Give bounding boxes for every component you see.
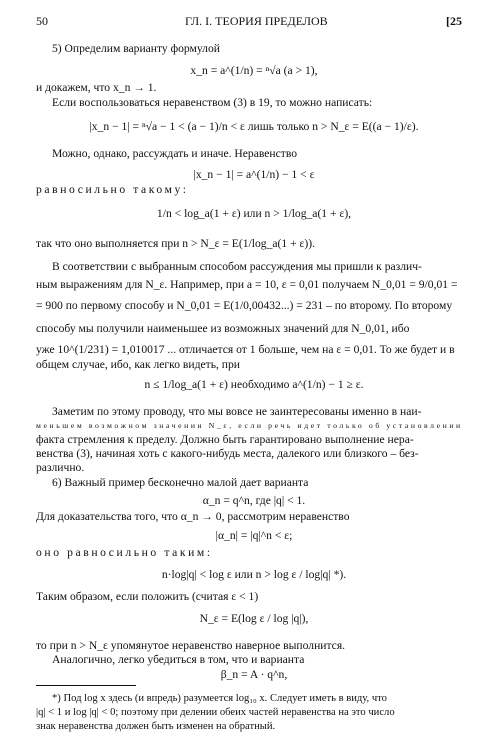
- footnote-rule: [36, 685, 136, 686]
- text-line: оно равносильно таким:: [36, 546, 213, 559]
- text-line: Таким образом, если положить (считая ε < 1): [36, 590, 259, 603]
- text-line: меньшем возможном значении N_ε, если речь идет только об установлении: [36, 421, 463, 430]
- text-line: 6) Важный пример бесконечно малой дает варианта: [52, 476, 309, 489]
- formula-line: α_n = q^n, где |q| < 1.: [202, 494, 306, 507]
- footnote-line: |q| < 1 и log |q| < 0; поэтому при делении обеих частей неравенства на это число: [36, 707, 395, 718]
- text-line: ным выражениям для N_ε. Например, при a = 10, ε = 0,01 получаем N_0,01 = 9/0,01 =: [36, 278, 458, 291]
- formula-line: n ≤ 1/log_a(1 + ε) необходимо a^(1/n) − 1 ≥ ε.: [144, 378, 364, 391]
- text-line: Если воспользоваться неравенством (3) в 19, то можно написать:: [52, 96, 373, 109]
- text-line: Аналогично, легко убедиться в том, что и варианта: [52, 653, 305, 666]
- text-line: равносильно такому:: [36, 183, 189, 196]
- text-line: уже 10^(1/231) = 1,010017 ... отличается от 1 больше, чем на ε = 0,01. То же будет и в: [36, 343, 455, 356]
- text-line: различно.: [36, 461, 85, 474]
- text-line: то при n > N_ε упомянутое неравенство наверное выполнится.: [36, 639, 346, 652]
- text-line: венства (3), начиная хоть с какого-нибудь места, далекого или близкого – без-: [36, 447, 419, 460]
- text-line: Заметим по этому проводу, что мы вовсе не заинтересованы именно в наи-: [52, 405, 422, 418]
- section-number: [25: [446, 14, 462, 28]
- formula-line: |α_n| = |q|^n < ε;: [215, 529, 293, 542]
- running-header: ГЛ. I. ТЕОРИЯ ПРЕДЕЛОВ: [185, 14, 328, 28]
- formula-line: β_n = A · q^n,: [220, 668, 288, 681]
- formula-line: |x_n − 1| = a^(1/n) − 1 < ε: [193, 168, 315, 181]
- formula-line: n·log|q| < log ε или n > log ε / log|q| *).: [161, 568, 347, 581]
- text-line: В соответствии с выбранным способом рассуждения мы пришли к различ-: [52, 260, 422, 273]
- formula-line: N_ε = E(log ε / log |q|),: [199, 612, 309, 625]
- text-line: Можно, однако, рассуждать и иначе. Неравенство: [52, 147, 298, 160]
- text-line: способу мы получили наименьшее из возможных значений для N_0,01, ибо: [36, 322, 410, 335]
- page-number: 50: [36, 14, 48, 28]
- text-line: = 900 по первому способу и N_0,01 = E(1/0,00432...) = 231 – по второму. По второму: [36, 299, 453, 312]
- formula-line: |x_n − 1| = ⁿ√a − 1 < (a − 1)/n < ε лишь только n > N_ε = E((a − 1)/ε).: [89, 120, 419, 133]
- footnote-line: знак неравенства должен быть изменен на обратный.: [36, 721, 276, 732]
- text-line: Для доказательства того, что α_n → 0, рассмотрим неравенство: [36, 510, 350, 523]
- formula-line: 1/n < log_a(1 + ε) или n > 1/log_a(1 + ε),: [156, 207, 352, 220]
- text-line: 5) Определим варианту формулой: [52, 42, 220, 55]
- formula-line: x_n = a^(1/n) = ⁿ√a (a > 1),: [190, 64, 318, 77]
- text-line: и докажем, что x_n → 1.: [36, 81, 157, 94]
- text-line: так что оно выполняется при n > N_ε = E(1/log_a(1 + ε)).: [36, 237, 315, 250]
- text-line: общем случае, ибо, как легко видеть, при: [36, 358, 240, 371]
- footnote-line: *) Под log x здесь (и впредь) разумеется log₁₀ x. Следует иметь в виду, что: [52, 693, 387, 704]
- text-line: факта стремления к пределу. Должно быть гарантировано выполнение нера-: [36, 433, 414, 446]
